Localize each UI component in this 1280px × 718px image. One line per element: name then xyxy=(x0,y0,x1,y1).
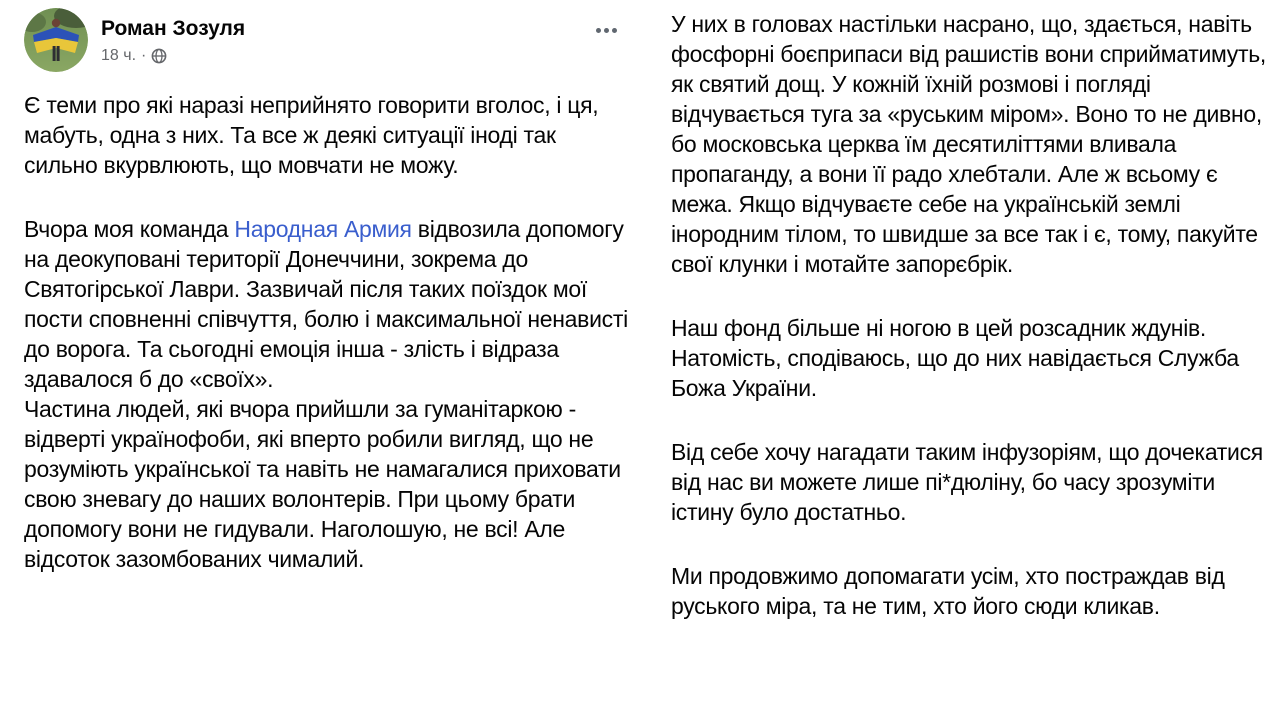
post-header xyxy=(24,8,245,72)
meta-separator: · xyxy=(141,47,147,64)
avatar-photo xyxy=(24,8,88,72)
post-column-right xyxy=(671,9,1269,621)
post-paragraph: Ми продовжимо допомагати усім, хто постраждав від руського міра, та не тим, хто його сюди кликав. xyxy=(671,563,1225,619)
header-text xyxy=(101,8,245,65)
avatar[interactable] xyxy=(24,8,88,72)
paragraph-text: Вчора моя команда xyxy=(24,216,235,242)
post-paragraph: Наш фонд більше ні ногою в цей розсадник ждунів. Натомість, сподіваюсь, що до них навідається Служба Божа України. xyxy=(671,315,1239,401)
post-paragraph: Є теми про які наразі неприйнято говорити вголос, і ця, мабуть, одна з них. Та все ж деякі ситуації іноді так сильно вкурвлюють, що мовчати не можу. xyxy=(24,92,599,178)
globe-public-icon xyxy=(151,48,167,64)
post-meta xyxy=(101,47,245,65)
post-paragraph: Від себе хочу нагадати таким інфузоріям, що дочекатися від нас ви можете лише пі*дюліну, бо часу зрозуміти істину було достатньо. xyxy=(671,439,1263,525)
post-timestamp[interactable]: 18 ч. xyxy=(101,47,137,64)
post-column-left xyxy=(24,90,628,574)
post-paragraph: У них в головах настільки насрано, що, здається, навіть фосфорні боєприпаси від рашистів вони сприйматимуть, як святий дощ. У кожній їхній розмові і погляді відчувається туга за «руським міром». Воно то не дивно, бо московська церква їм десятиліттями вливала пропаганду, а вони її радо хлебтали. Але ж всьому є межа. Якщо відчуваєте себе на українській землі інородним тілом, то швидше за все так і є, тому, пакуйте свої клунки і мотайте запорєбрік. xyxy=(671,11,1266,277)
page-link-narodnaya-armiya[interactable]: Народная Армия xyxy=(234,216,412,242)
more-options-button[interactable] xyxy=(588,14,624,46)
post-paragraph: Частина людей, які вчора прийшли за гуманітаркою - відверті українофоби, які вперто робили вигляд, що не розуміють української та навіть не намагалися приховати свою зневагу до наших волонтерів. При цьому брати допомогу вони не гидували. Наголошую, не всі! Але відсоток зазомбованих чималий. xyxy=(24,396,621,572)
post-paragraph xyxy=(24,214,628,394)
author-name[interactable]: Роман Зозуля xyxy=(101,17,246,40)
horizontal-ellipsis-icon xyxy=(596,28,617,33)
paragraph-text: відвозила допомогу на деокуповані території Донеччини, зокрема до Святогірської Лаври. Зазвичай після таких поїздок мої пости сповненні співчуття, болю і максимальної ненависті до ворога. Та сьогодні емоція інша - злість і відраза здавалося б до «своїх». xyxy=(24,216,628,392)
